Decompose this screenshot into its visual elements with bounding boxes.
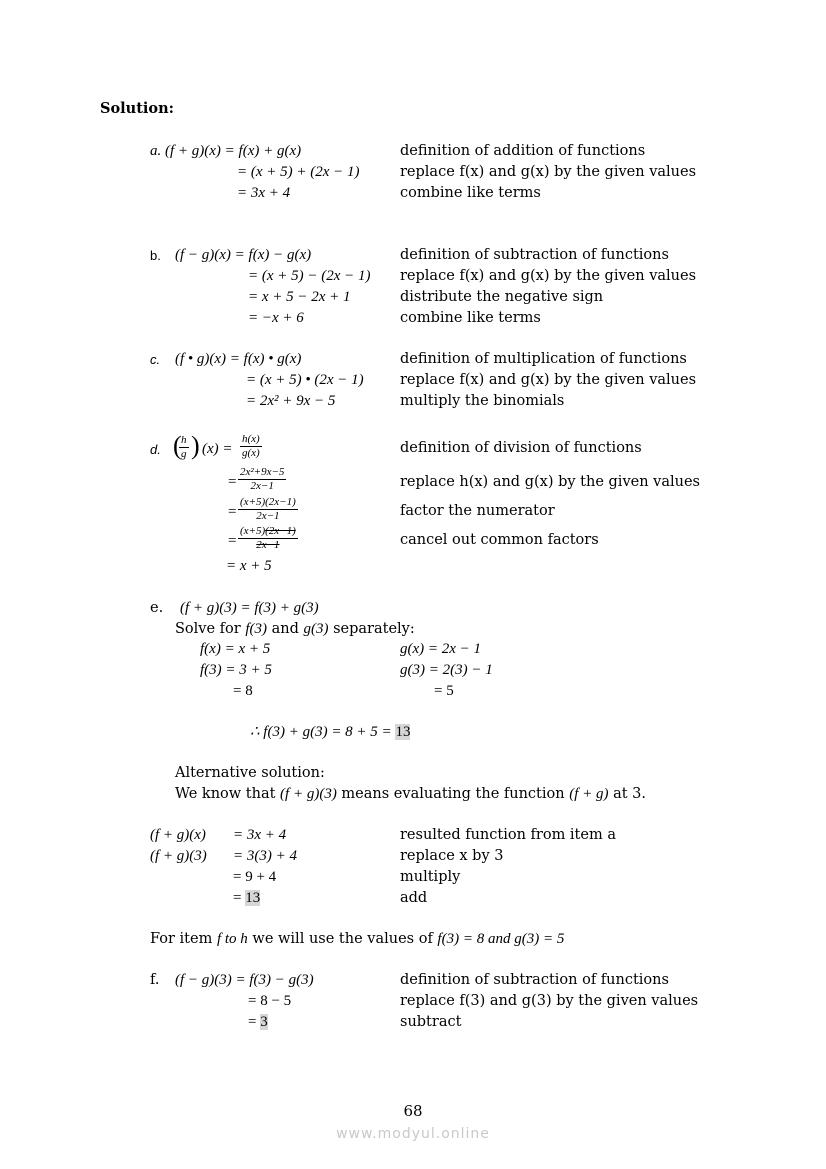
item-e-solve <box>175 620 415 638</box>
item-e-f-def: f(x) = x + 5 <box>200 641 271 657</box>
intro-f-to-h <box>150 930 564 948</box>
item-f-line-1: (f − g)(3) = f(3) − g(3) <box>175 972 314 988</box>
item-e-answer: 13 <box>395 724 411 740</box>
item-b-label: b. <box>150 248 161 263</box>
item-e-g-def: g(x) = 2x − 1 <box>400 641 482 657</box>
item-a-label: a. <box>150 143 162 159</box>
item-e-therefore-text: ∴ f(3) + g(3) = 8 + 5 = <box>250 724 396 740</box>
item-f-note-2: replace f(3) and g(3) by the given values <box>400 993 699 1009</box>
item-e-label: e. <box>150 600 164 616</box>
item-e-alt-final-note: add <box>400 890 428 906</box>
item-c-label: c. <box>150 352 161 367</box>
item-f-final-note: subtract <box>400 1014 462 1030</box>
item-f-final-answer: 3 <box>260 1014 268 1030</box>
item-d-f1-num: 2x²+9x−5 <box>240 466 285 478</box>
item-d-f3-num-b-cancelled: (2x−1) <box>265 525 296 537</box>
item-a-line-3: = 3x + 4 <box>237 185 291 201</box>
item-d-h: h <box>181 434 187 446</box>
item-d-f0-num: h(x) <box>242 433 260 445</box>
item-d-note-3: cancel out common factors <box>400 532 599 548</box>
item-e-alt-b: means evaluating the function <box>336 786 570 802</box>
item-e-g-res: = 5 <box>434 683 454 699</box>
intro-fh-b: f to h <box>216 931 248 947</box>
item-d-fraction-1 <box>238 466 286 493</box>
item-a-note-2: replace f(x) and g(x) by the given values <box>400 164 697 180</box>
item-b-line-1: (f − g)(x) = f(x) − g(x) <box>175 247 312 263</box>
item-d-note-2: factor the numerator <box>400 503 555 519</box>
item-e-f-res: = 8 <box>233 683 253 699</box>
item-b-note-4: combine like terms <box>400 310 541 326</box>
item-c-note-1: definition of multiplication of functions <box>400 351 687 367</box>
item-d-fraction-3 <box>238 525 298 552</box>
item-d-eq-3: = <box>228 533 237 549</box>
item-e-line-1: (f + g)(3) = f(3) + g(3) <box>180 600 319 616</box>
item-d-x-part: (x) = <box>202 441 233 457</box>
item-d-f0-den: g(x) <box>242 447 260 459</box>
item-b-line-2: = (x + 5) − (2x − 1) <box>248 268 371 284</box>
item-e-alt-final-answer: 13 <box>245 890 261 906</box>
item-f-label: f. <box>150 972 160 988</box>
item-d-eq-1: = <box>228 474 237 490</box>
item-f-line-2: = 8 − 5 <box>248 993 292 1009</box>
item-e-alt-m1: (f + g)(3) <box>280 786 337 802</box>
item-e-alt-note-2: replace x by 3 <box>400 848 504 864</box>
item-e-alt-final <box>233 889 260 907</box>
item-d-fraction-2 <box>238 496 298 523</box>
intro-fh-c: we will use the values of <box>247 931 438 947</box>
intro-fh-a: For item <box>150 931 217 947</box>
item-b-note-2: replace f(x) and g(x) by the given values <box>400 268 697 284</box>
item-d-f1-den: 2x−1 <box>238 479 286 493</box>
item-e-solve-a: Solve for <box>175 621 246 637</box>
item-d-g: g <box>181 448 187 460</box>
item-c-line-1: (f • g)(x) = f(x) • g(x) <box>175 351 302 367</box>
item-e-alt-left-1: (f + g)(x) <box>150 827 206 843</box>
item-f-final <box>248 1013 268 1031</box>
item-a-note-1: definition of addition of functions <box>400 143 646 159</box>
item-e-alt-a: We know that <box>175 786 281 802</box>
intro-fh-d: f(3) = 8 and g(3) = 5 <box>437 931 565 947</box>
item-d-hg-fraction <box>179 434 189 461</box>
item-f-note-1: definition of subtraction of functions <box>400 972 669 988</box>
item-c-note-3: multiply the binomials <box>400 393 565 409</box>
item-e-alt-right-1: = 3x + 4 <box>233 827 287 843</box>
item-e-alt-note-3: multiply <box>400 869 461 885</box>
item-d-eq-2: = <box>228 504 237 520</box>
item-e-alt-sentence <box>175 785 646 803</box>
item-d-open-paren: ( <box>173 431 182 460</box>
item-d-note-0: definition of division of functions <box>400 440 642 456</box>
item-e-therefore <box>250 723 410 741</box>
item-d-fraction-0 <box>240 433 262 460</box>
item-e-solve-f3: f(3) <box>245 621 267 637</box>
item-e-g-sub: g(3) = 2(3) − 1 <box>400 662 493 678</box>
item-e-alt-final-prefix: = <box>233 890 246 906</box>
item-e-alt-left-2: (f + g)(3) <box>150 848 207 864</box>
page-number: 68 <box>403 1102 423 1120</box>
item-a-line-2: = (x + 5) + (2x − 1) <box>237 164 360 180</box>
item-d-label: d. <box>150 442 161 457</box>
item-e-alt-note-1: resulted function from item a <box>400 827 616 843</box>
item-b-line-3: = x + 5 − 2x + 1 <box>248 289 351 305</box>
item-a-line-1: (f + g)(x) = f(x) + g(x) <box>165 143 302 159</box>
item-e-alt-right-3: = 9 + 4 <box>233 869 277 885</box>
watermark: www.modyul.online <box>336 1126 490 1142</box>
item-d-result: = x + 5 <box>226 558 272 574</box>
item-d-f3-den-cancelled: 2x−1 <box>238 538 298 552</box>
item-e-alt-right-2: = 3(3) + 4 <box>233 848 297 864</box>
item-c-line-2: = (x + 5) • (2x − 1) <box>246 372 364 388</box>
item-b-note-1: definition of subtraction of functions <box>400 247 669 263</box>
item-c-line-3: = 2x² + 9x − 5 <box>246 393 336 409</box>
item-e-alt-title: Alternative solution: <box>175 765 325 781</box>
item-d-close-paren: ) <box>191 431 200 460</box>
item-e-solve-and: and <box>267 621 304 637</box>
item-c-note-2: replace f(x) and g(x) by the given values <box>400 372 697 388</box>
item-e-solve-b: separately: <box>328 621 415 637</box>
item-a-note-3: combine like terms <box>400 185 541 201</box>
item-e-f-sub: f(3) = 3 + 5 <box>200 662 272 678</box>
item-b-line-4: = −x + 6 <box>248 310 304 326</box>
item-d-f2-den: 2x−1 <box>238 509 298 523</box>
item-e-alt-c: at 3. <box>608 786 647 802</box>
item-d-f2-num: (x+5)(2x−1) <box>240 496 296 508</box>
item-e-alt-m2: (f + g) <box>569 786 609 802</box>
solution-heading: Solution: <box>100 100 174 117</box>
item-b-note-3: distribute the negative sign <box>400 289 604 305</box>
item-d-f3-num-a: (x+5) <box>240 525 266 537</box>
item-e-solve-g3: g(3) <box>303 621 329 637</box>
item-d-note-1: replace h(x) and g(x) by the given values <box>400 474 700 490</box>
item-f-final-prefix: = <box>248 1014 261 1030</box>
